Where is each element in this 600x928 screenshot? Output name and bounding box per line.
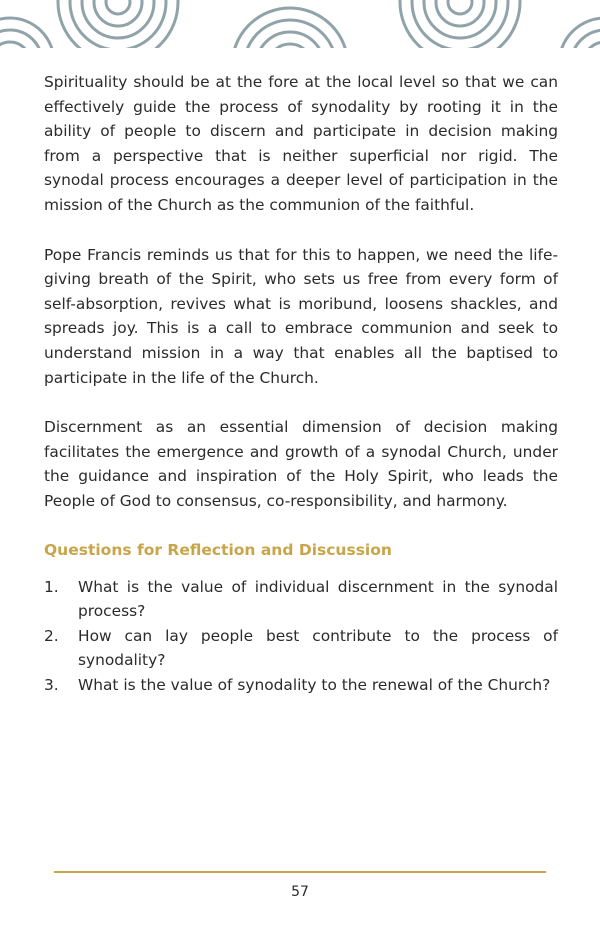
header-decorative-pattern <box>0 0 600 52</box>
footer-divider <box>54 871 546 873</box>
paragraph-discernment: Discernment as an essential dimension of decision making facilitates the emergence and growth of a synodal Church, under the guidance and inspiration of the Holy Spirit, who leads the People of God to consensus, co-responsibility, and harmony. <box>44 418 558 510</box>
questions-heading: Questions for Reflection and Discussion <box>44 540 392 559</box>
question-text: What is the value of individual discernment in the synodal process? <box>78 577 558 621</box>
question-item <box>44 673 558 698</box>
question-number: 2. <box>44 626 59 645</box>
question-item <box>44 575 558 624</box>
questions-list <box>44 575 558 698</box>
page-content <box>44 70 558 697</box>
paragraph-spirituality: Spirituality should be at the fore at the local level so that we can effectively guide the process of synodality by rooting it in the ability of people to discern and participate in decision making from a perspective that is neither superficial nor rigid. The synodal process encourages a deeper level of participation in the mission of the Church as the communion of the faithful. <box>44 73 558 214</box>
question-text: How can lay people best contribute to the process of synodality? <box>78 626 558 670</box>
question-number: 1. <box>44 577 59 596</box>
question-item <box>44 624 558 673</box>
question-text: What is the value of synodality to the renewal of the Church? <box>78 675 551 694</box>
paragraph-pope-francis: Pope Francis reminds us that for this to happen, we need the life-giving breath of the Spirit, who sets us free from every form of self-absorption, revives what is moribund, loosens shackles, and spreads joy. This is a call to embrace communion and seek to understand mission in a way that enables all the baptised to participate in the life of the Church. <box>44 245 558 387</box>
question-number: 3. <box>44 675 59 694</box>
page-number: 57 <box>291 884 309 900</box>
